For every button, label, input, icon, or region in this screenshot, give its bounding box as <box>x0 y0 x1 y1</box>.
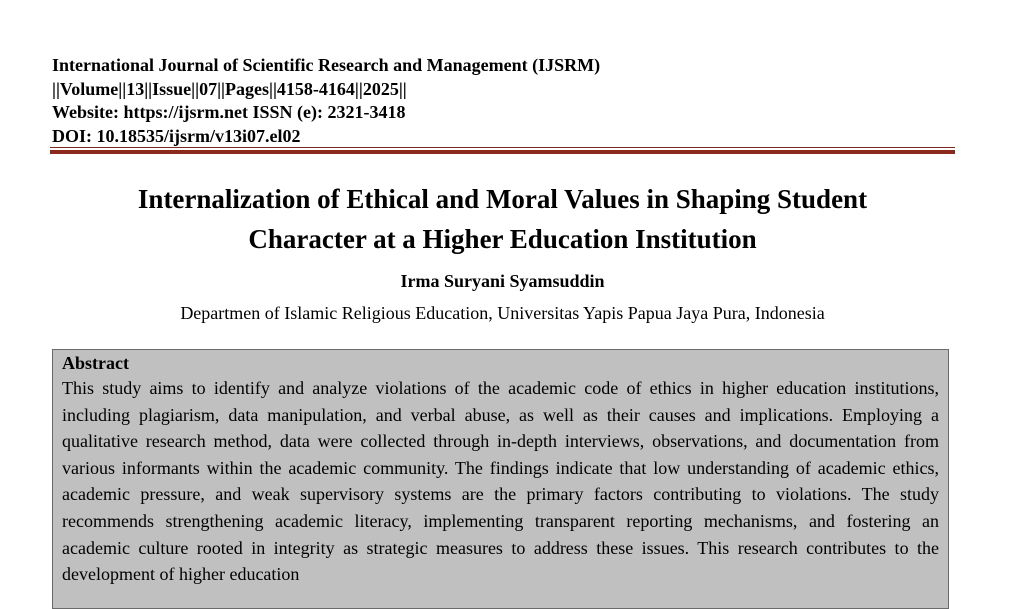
journal-name: International Journal of Scientific Research and Management (IJSRM) <box>52 55 601 75</box>
volume-info: ||Volume||13||Issue||07||Pages||4158-4164||2025|| <box>52 78 407 99</box>
abstract-box <box>52 349 949 609</box>
paper-title <box>50 179 955 259</box>
header-divider-thick <box>50 150 955 154</box>
abstract-text: This study aims to identify and analyze violations of the academic code of ethics in higher education institutions, including plagiarism, data manipulation, and verbal abuse, as well as their causes and implications. Employing a qualitative research method, data were collected through in-depth interviews, observations, and documentation from various informants within the academic community. The findings indicate that low understanding of academic ethics, academic pressure, and weak supervisory systems are the primary factors contributing to violations. The study recommends strengthening academic literacy, implementing transparent reporting mechanisms, and fostering an academic culture rooted in integrity as strategic measures to address these issues. This research contributes to the development of higher education <box>62 378 939 585</box>
website-issn: Website: https://ijsrm.net ISSN (e): 2321-3418 <box>52 102 406 122</box>
abstract-heading: Abstract <box>62 353 129 373</box>
paper-title-line-2: Character at a Higher Education Institution <box>248 224 757 254</box>
header-divider-thin <box>50 147 955 148</box>
paper-title-line-1: Internalization of Ethical and Moral Values in Shaping Student <box>137 184 868 214</box>
author-name: Irma Suryani Syamsuddin <box>400 271 605 291</box>
journal-header <box>52 54 600 148</box>
author-affiliation: Departmen of Islamic Religious Education, Universitas Yapis Papua Jaya Pura, Indonesia <box>180 303 825 323</box>
doi: DOI: 10.18535/ijsrm/v13i07.el02 <box>52 125 301 146</box>
